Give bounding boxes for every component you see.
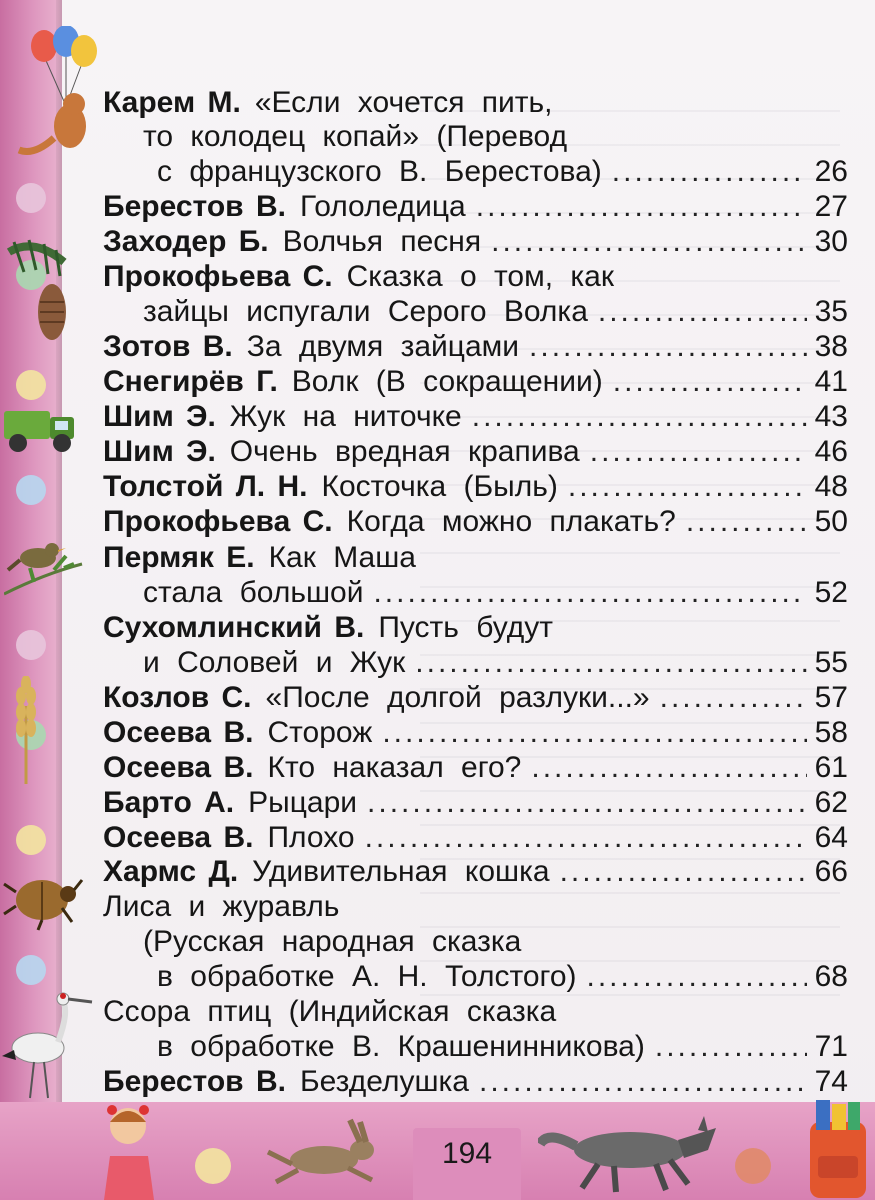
toc-line — [103, 505, 848, 539]
toc-line — [103, 611, 553, 645]
toc-title: Плохо — [267, 821, 355, 854]
toc-line — [103, 470, 848, 504]
toc-leader-dots — [367, 786, 807, 820]
toc-page-number: 66 — [814, 855, 848, 888]
toc-title: зайцы испугали Серого Волка — [143, 295, 588, 328]
toc-leader-dots — [568, 470, 807, 504]
toc-line — [103, 541, 416, 575]
toc-leader-dots — [590, 435, 807, 469]
toc-leader-dots — [660, 681, 807, 715]
toc-page-number: 38 — [814, 330, 848, 363]
crane-bird-icon — [0, 990, 95, 1100]
toc-page-number: 64 — [814, 821, 848, 854]
toc-title: Удивительная кошка — [252, 855, 550, 888]
toc-title: Лиса и журавль — [103, 890, 340, 923]
toc-title: Как Маша — [268, 541, 416, 574]
toc-line — [103, 225, 848, 259]
toc-page-number: 50 — [814, 505, 848, 538]
toc-page-number: 26 — [814, 155, 848, 188]
toc-leader-dots — [415, 646, 806, 680]
toc-line — [103, 435, 848, 469]
toc-title: Гололедица — [299, 190, 466, 223]
toc-line — [103, 751, 848, 785]
beetle-icon — [2, 862, 84, 932]
toc-line — [103, 400, 848, 434]
hare-icon — [262, 1118, 394, 1188]
toc-page-number: 30 — [814, 225, 848, 258]
strip-dot — [16, 955, 46, 985]
toc-line — [103, 190, 848, 224]
toc-leader-dots — [491, 225, 807, 259]
toc-line — [157, 960, 848, 994]
toc-author: Осеева В. — [103, 751, 254, 784]
strip-dot — [16, 475, 46, 505]
wolf-icon — [538, 1110, 724, 1194]
toc-leader-dots — [686, 505, 807, 539]
toc-author: Сухомлинский В. — [103, 611, 365, 644]
toc-page-number: 35 — [814, 295, 848, 328]
toc-title: Волк (В сокращении) — [291, 365, 603, 398]
toc-author: Пермяк Е. — [103, 541, 255, 574]
toc-line — [157, 155, 848, 189]
crying-girl-icon — [98, 1096, 160, 1200]
toc-author: Карем М. — [103, 86, 241, 119]
toc-author: Берестов В. — [103, 1065, 286, 1098]
toc-author: Шим Э. — [103, 435, 216, 468]
toc-title: Сказка о том, как — [346, 260, 614, 293]
toc-line — [103, 995, 556, 1029]
toc-leader-dots — [587, 960, 807, 994]
toc-author: Козлов С. — [103, 681, 252, 714]
toc-title: Кто наказал его? — [267, 751, 522, 784]
toc-leader-dots — [612, 155, 807, 189]
toc-title: в обработке В. Крашенинникова) — [157, 1030, 645, 1063]
toc-leader-dots — [382, 716, 806, 750]
toc-page-number: 71 — [814, 1030, 848, 1063]
toc-title: и Соловей и Жук — [143, 646, 406, 679]
toc-line — [103, 855, 848, 889]
toc-leader-dots — [531, 751, 806, 785]
toc-title: Волчья песня — [282, 225, 482, 258]
toc-page-number: 61 — [814, 751, 848, 784]
toc-line — [103, 821, 848, 855]
toc-line — [157, 1030, 848, 1064]
backpack-icon — [804, 1096, 872, 1200]
toc-page-number: 48 — [814, 470, 848, 503]
toc-author: Берестов В. — [103, 190, 286, 223]
toc-line — [103, 1065, 848, 1099]
toc-title: Ссора птиц (Индийская сказка — [103, 995, 557, 1028]
toc-title: с французского В. Берестова) — [157, 155, 602, 188]
toc-author: Заходер Б. — [103, 225, 269, 258]
toc-title: Пусть будут — [378, 611, 554, 644]
toc-page-number: 27 — [814, 190, 848, 223]
toc-leader-dots — [529, 330, 807, 364]
toc-title: в обработке А. Н. Толстого) — [157, 960, 577, 993]
toc-author: Зотов В. — [103, 330, 233, 363]
toc-line — [103, 890, 339, 924]
toc-leader-dots — [655, 1030, 807, 1064]
toc-line — [103, 330, 848, 364]
toc-author: Снегирёв Г. — [103, 365, 278, 398]
toc-line — [143, 925, 521, 959]
toc-author: Осеева В. — [103, 821, 254, 854]
toc-page-number: 52 — [814, 576, 848, 609]
toc-title: Рыцари — [248, 786, 358, 819]
toc-author: Шим Э. — [103, 400, 216, 433]
toc-title: Жук на ниточке — [229, 400, 462, 433]
toc-line — [103, 260, 614, 294]
toc-author: Прокофьева С. — [103, 260, 333, 293]
toc-title: Очень вредная крапива — [229, 435, 580, 468]
toc-leader-dots — [373, 576, 806, 610]
toc-leader-dots — [472, 400, 807, 434]
bottom-dot — [735, 1148, 771, 1184]
toc-author: Осеева В. — [103, 716, 254, 749]
toc-page-number: 74 — [814, 1065, 848, 1098]
toc-page-number: 55 — [814, 646, 848, 679]
toc-line — [143, 120, 567, 154]
toc-title: Когда можно плакать? — [346, 505, 676, 538]
toc-author: Хармс Д. — [103, 855, 239, 888]
toc-leader-dots — [365, 821, 807, 855]
toc-author: Прокофьева С. — [103, 505, 333, 538]
toc-page-number: 62 — [814, 786, 848, 819]
bird-on-branch-icon — [4, 534, 84, 604]
balloons-cat-icon — [14, 26, 104, 166]
strip-dot — [16, 825, 46, 855]
toc-leader-dots — [598, 295, 807, 329]
toc-line — [103, 86, 552, 120]
toc-line — [143, 576, 848, 610]
toc-line — [143, 295, 848, 329]
toc-leader-dots — [613, 365, 807, 399]
toc-title: Безделушка — [299, 1065, 469, 1098]
strip-dot — [16, 183, 46, 213]
toc-line — [103, 681, 848, 715]
toc-page-number: 46 — [814, 435, 848, 468]
toc-line — [103, 786, 848, 820]
pine-cone-icon — [4, 232, 70, 347]
strip-dot — [16, 370, 46, 400]
toc-title: «Если хочется пить, — [254, 86, 553, 119]
strip-dot — [16, 630, 46, 660]
page-number: 194 — [441, 1137, 493, 1170]
wheat-ear-icon — [6, 676, 46, 786]
toc-title: «После долгой разлуки...» — [265, 681, 650, 714]
toc-title: За двумя зайцами — [246, 330, 520, 363]
toc-leader-dots — [476, 190, 807, 224]
toc-line — [143, 646, 848, 680]
toc-page-number: 41 — [814, 365, 848, 398]
toc-leader-dots — [560, 855, 807, 889]
toc-title: стала большой — [143, 576, 364, 609]
toc-page-number: 43 — [814, 400, 848, 433]
toc-author: Толстой Л. Н. — [103, 470, 308, 503]
toc-title: Сторож — [267, 716, 373, 749]
toc-title: (Русская народная сказка — [143, 925, 522, 958]
toc-line — [103, 716, 848, 750]
toc-title: Косточка (Быль) — [321, 470, 558, 503]
toc-line — [103, 365, 848, 399]
toc-title: то колодец копай» (Перевод — [143, 120, 568, 153]
toc-page-number: 58 — [814, 716, 848, 749]
toc-page-number: 68 — [814, 960, 848, 993]
toy-truck-icon — [0, 397, 80, 457]
toc-leader-dots — [479, 1065, 807, 1099]
toc-page-number: 57 — [814, 681, 848, 714]
bottom-dot — [195, 1148, 231, 1184]
toc-author: Барто А. — [103, 786, 235, 819]
